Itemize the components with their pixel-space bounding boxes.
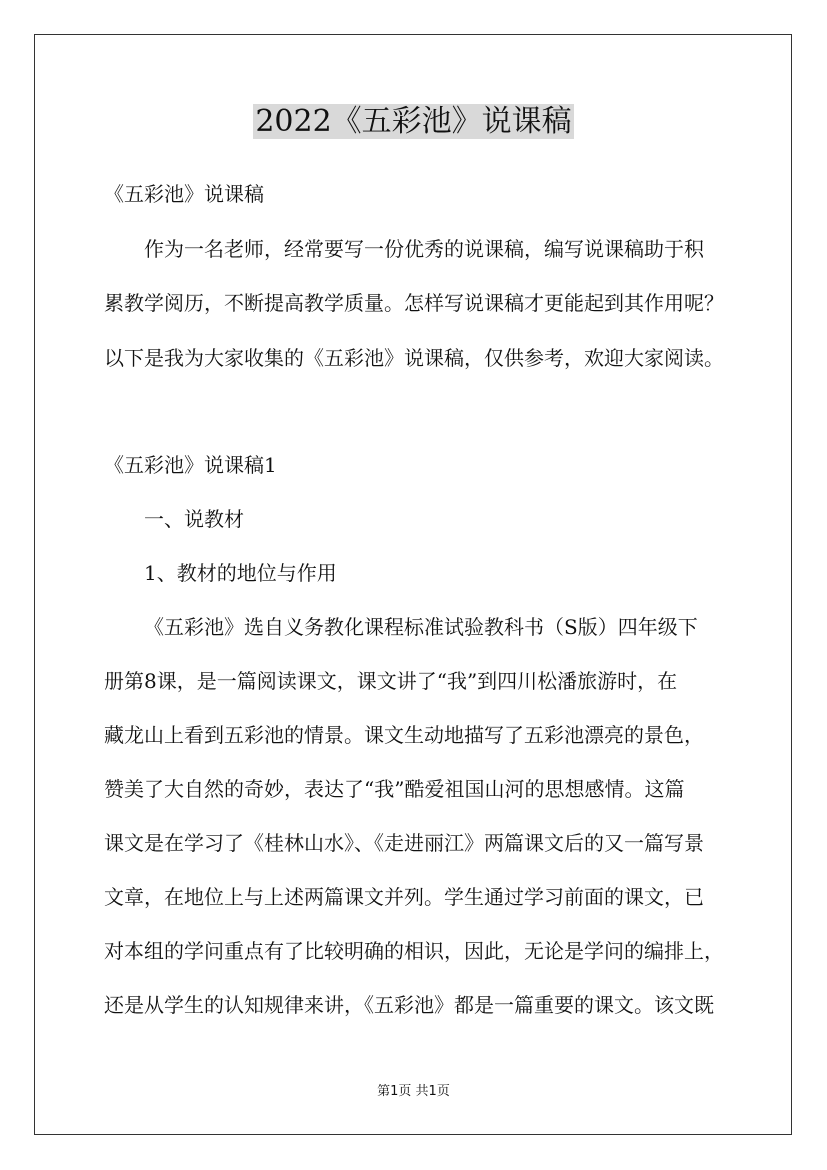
body-line: 藏龙山上看到五彩池的情景。课文生动地描写了五彩池漂亮的景色， (104, 723, 704, 747)
body-line: 对本组的学问重点有了比较明确的相识，因此，无论是学问的编排上， (104, 939, 724, 963)
section-title: 《五彩池》说课稿1 (104, 453, 277, 477)
document-title (0, 100, 827, 144)
subsection-heading: 1、教材的地位与作用 (144, 561, 337, 585)
page-footer: 第1页 共1页 (377, 1084, 450, 1099)
body-line: 册第8课，是一篇阅读课文，课文讲了“我”到四川松潘旅游时，在 (104, 669, 678, 693)
body-line: 赞美了大自然的奇妙，表达了“我”酷爱祖国山河的思想感情。这篇 (104, 777, 685, 801)
intro-line: 以下是我为大家收集的《五彩池》说课稿，仅供参考，欢迎大家阅读。 (104, 346, 724, 370)
intro-line: 作为一名老师，经常要写一份优秀的说课稿，编写说课稿助于积 (144, 237, 704, 261)
intro-line: 累教学阅历，不断提高教学质量。怎样写说课稿才更能起到其作用呢？ (104, 291, 724, 315)
document-title-text: 2022《五彩池》说课稿 (255, 104, 572, 139)
body-line: 课文是在学习了《桂林山水》、《走进丽江》两篇课文后的又一篇写景 (104, 831, 704, 855)
document-subtitle: 《五彩池》说课稿 (104, 182, 264, 206)
body-line: 文章，在地位上与上述两篇课文并列。学生通过学习前面的课文，已 (104, 885, 704, 909)
body-line: 还是从学生的认知规律来讲，《五彩池》都是一篇重要的课文。该文既 (104, 993, 714, 1017)
section-heading: 一、说教材 (144, 507, 244, 531)
body-line: 《五彩池》选自义务教化课程标准试验教科书（S版）四年级下 (144, 615, 698, 639)
